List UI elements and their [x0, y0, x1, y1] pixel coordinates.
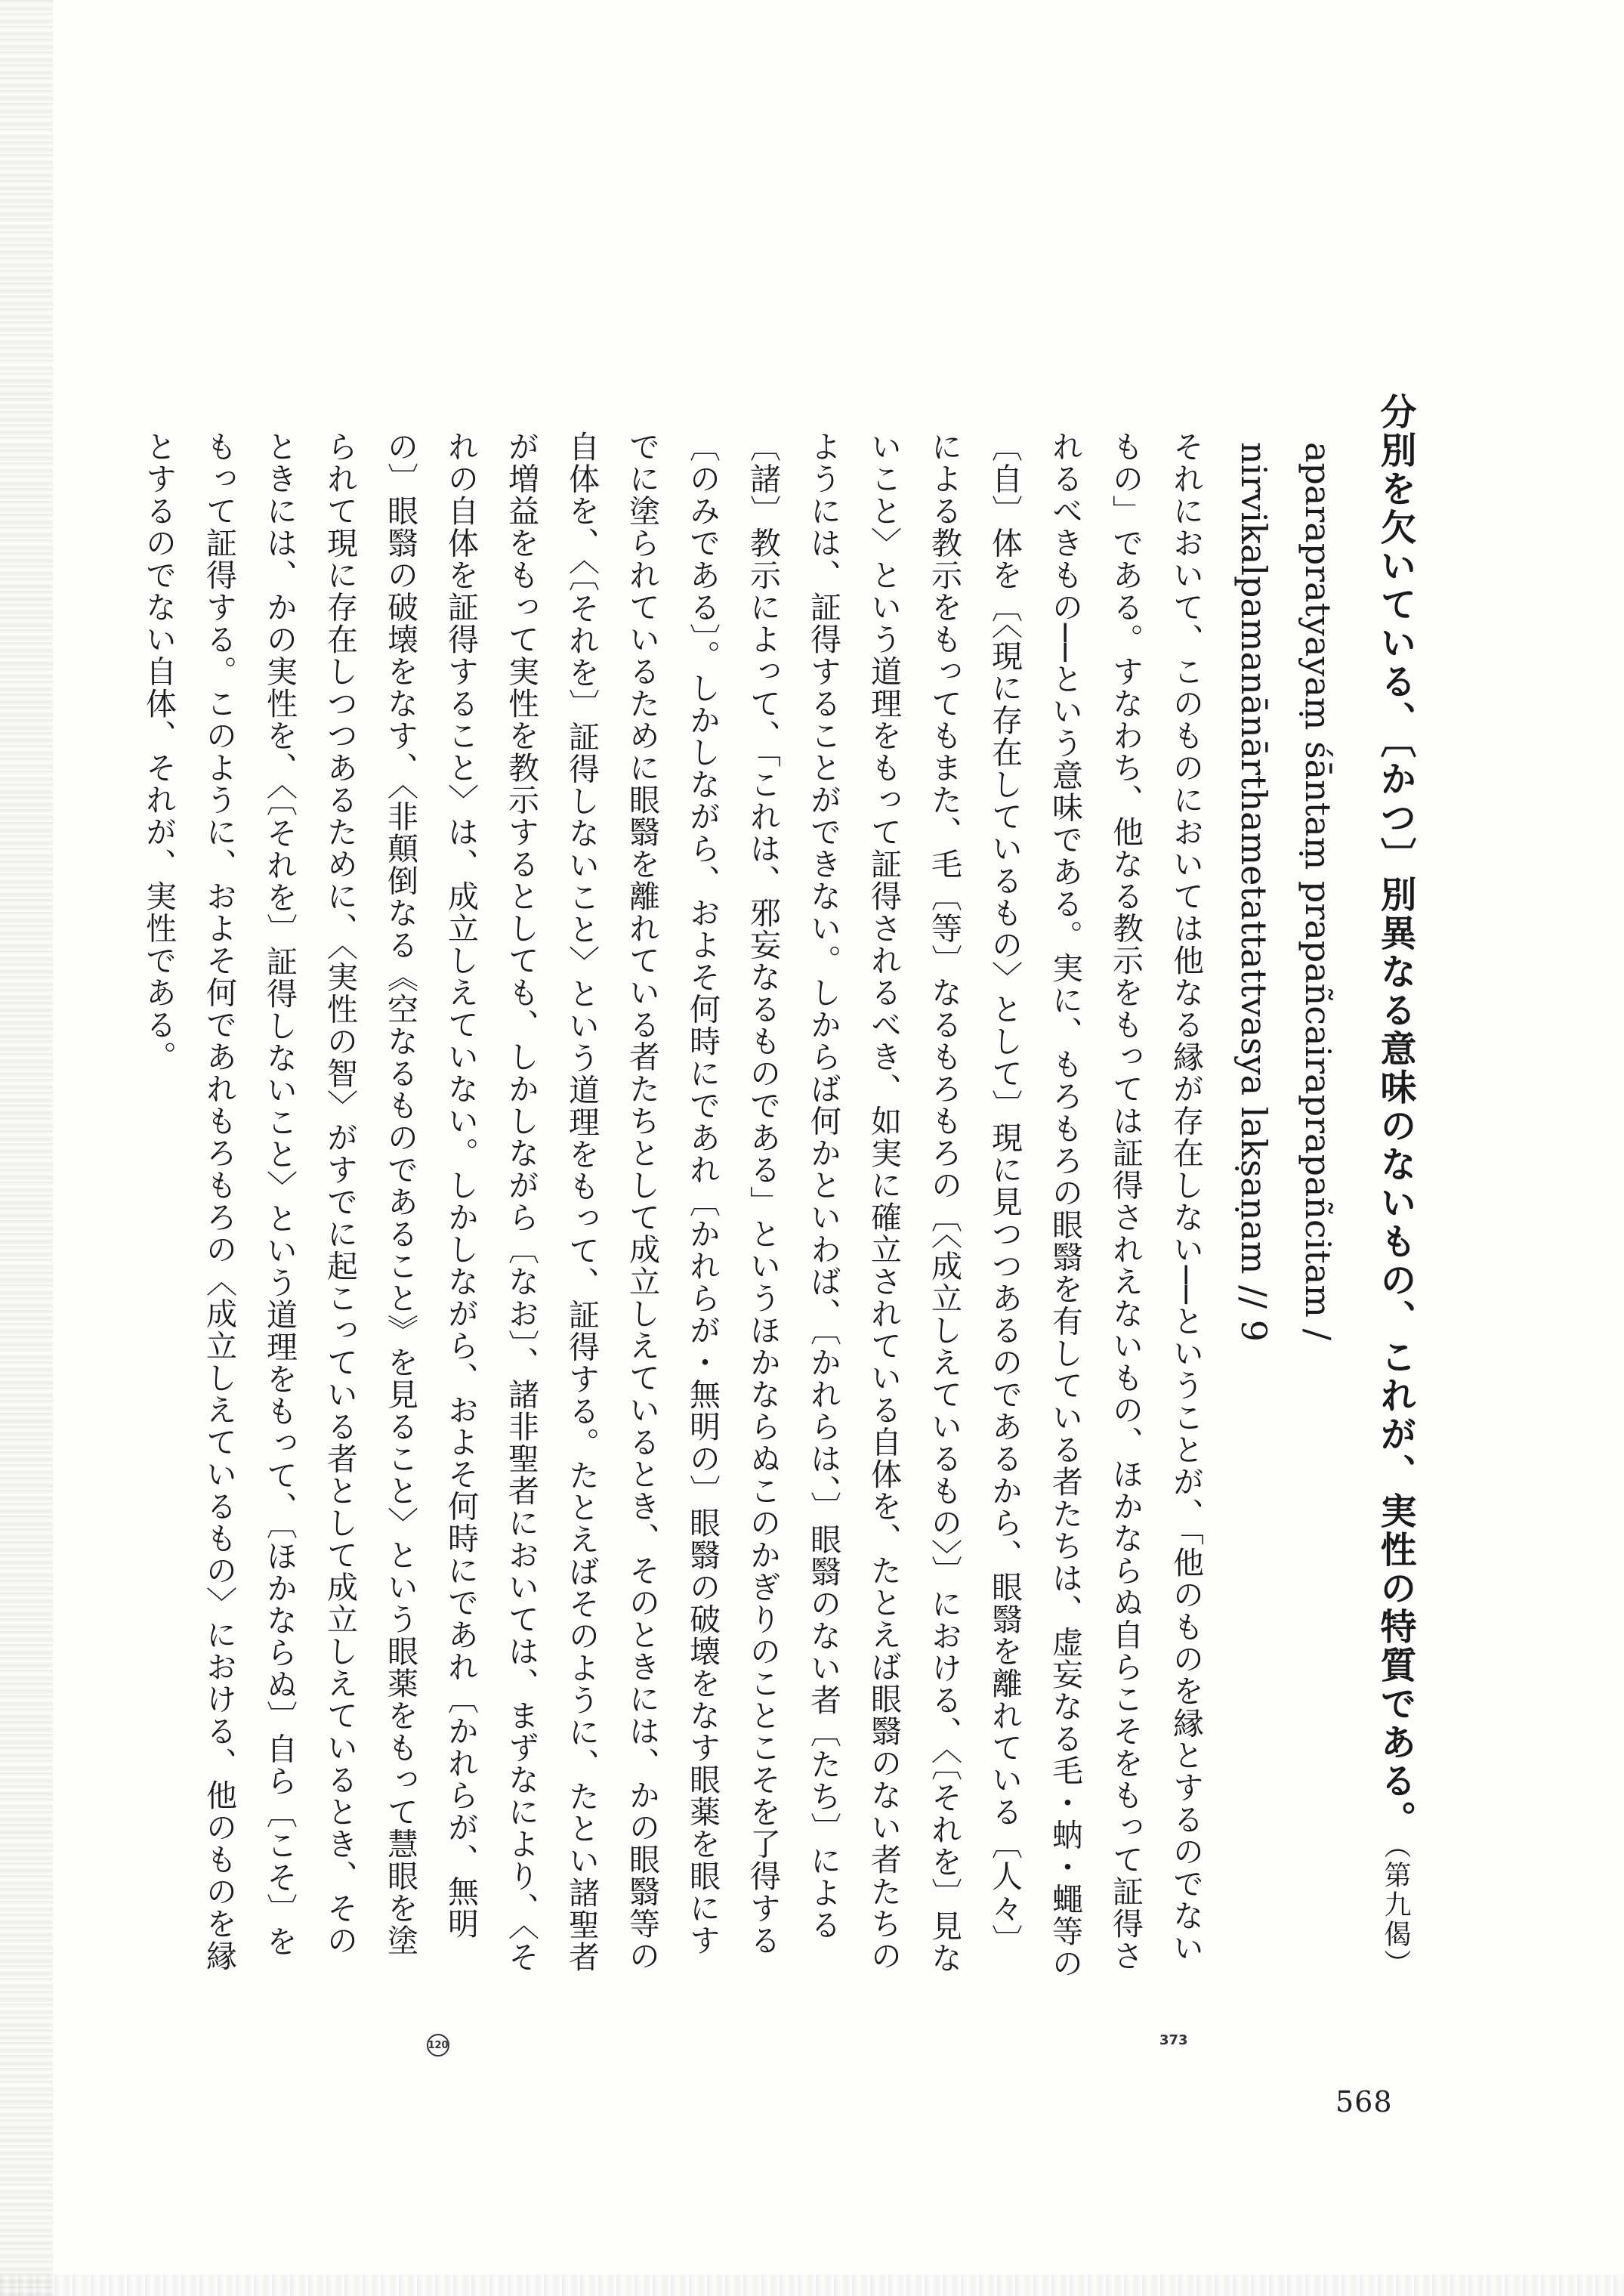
scan-bottom-shadow [0, 2275, 1624, 2296]
margin-reference-120: 120 [427, 2034, 449, 2057]
verse-heading [1360, 393, 1431, 2017]
sanskrit-line-1: aparapratyayaṃ śāntaṃ prapañcairaprapañcitam / [1298, 442, 1338, 1341]
scan-binding-shadow [0, 0, 53, 2296]
verse-label: （第九偈） [1380, 1845, 1411, 1979]
commentary-body [140, 431, 1216, 1979]
commentary-paragraph: それにおいて、このものにおいては他なる縁が存在しない──ということが、「他のものを縁とするのでないもの」である。すなわち、他なる教示をもっては証得されえないもの、ほかならぬ自らこそをもって証得されるべきもの──という意味である。実に、もろもろの眼翳を有している者たちは、虚妄なる毛・蚋・蠅等の〔自〕体を〔〈現に存在しているもの〉として〕現に見つつあるのであるから、眼翳を離れている〔人々〕による教示をもってもまた、毛〔等〕なるもろもろの〔〈成立しえているもの〉〕における、〈〔それを〕見ないこと〉という道理をもって証得されるべき、如実に確立されている自体を、たとえば眼翳のない者たちのようには、証得することができない。しからば何かといわば、〔かれらは、〕眼翳のない者〔たち〕による〔諸〕教示によって、「これは、邪妄なるものである」というほかならぬこのかぎりのことこそを了得する〔のみである〕。しかしながら、およそ何時にであれ〔かれらが・無明の〕眼翳の破壊をなす眼薬を眼にすでに塗られているために眼翳を離れている者たちとして成立しえているとき、そのときには、かの眼翳等の自体を、〈〔それを〕証得しないこと〉という道理をもって、証得する。たとえばそのように、たとい諸聖者が増益をもって実性を教示するとしても、しかしながら〔なお〕、諸非聖者においては、まずなにより、〈それの自体を証得すること〉は、成立しえていない。しかしながら、およそ何時にであれ〔かれらが、無明の〕眼翳の破壊をなす、〈非顛倒なる《空なるものであること》を見ること〉という眼薬をもって慧眼を塗られて現に存在しつつあるために、〈実性の智〉がすでに起こっている者として成立しえているとき、そのときには、かの実性を、〈〔それを〕証得しないこと〉という道理をもって、〔ほかならぬ〕自ら〔こそ〕をもって証得する。このように、およそ何であれもろもろの〈成立しえているもの〉における、他のものを縁とするのでない自体、それが、実性である。 [140, 431, 1204, 1979]
margin-reference-373: 373 [1159, 2032, 1188, 2048]
page-number: 568 [1335, 2085, 1393, 2118]
sanskrit-line-2: nirvikalpamanānārthametattattvasya lakṣaṇam // 9 [1233, 442, 1274, 1342]
verse-heading-text: 分別を欠いている、〔かつ〕別異なる意味のないもの、これが、実性の特質である。 [1374, 393, 1416, 1839]
